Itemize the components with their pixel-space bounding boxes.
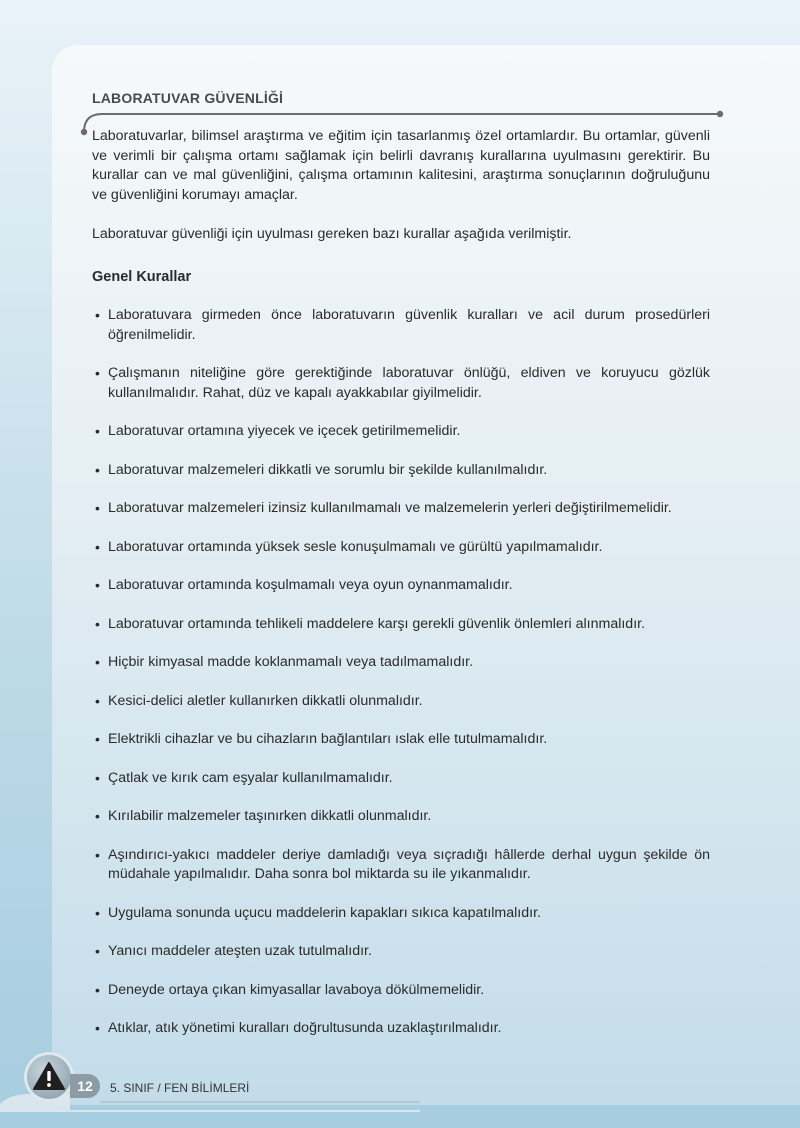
list-item-text: Aşındırıcı-yakıcı maddeler deriye damladığı veya sıçradığı hâllerde derhal uygun şekilde ön müdahale yapılmalıdır. Daha sonra bol miktarda su ile yıkanmalıdır. bbox=[108, 846, 710, 882]
list-item bbox=[92, 538, 710, 558]
list-item bbox=[92, 306, 710, 345]
bullet-icon: • bbox=[95, 1020, 100, 1036]
list-item bbox=[92, 653, 710, 673]
list-item-text: Kırılabilir malzemeler taşınırken dikkatli olunmalıdır. bbox=[108, 808, 432, 824]
bullet-icon: • bbox=[95, 365, 100, 381]
bullet-icon: • bbox=[95, 904, 100, 921]
bullet-icon: • bbox=[95, 654, 100, 670]
list-item-text: Laboratuvar ortamına yiyecek ve içecek getirilmemelidir. bbox=[108, 423, 461, 439]
bullet-icon: • bbox=[95, 943, 100, 959]
bullet-icon: • bbox=[95, 461, 100, 478]
list-item bbox=[92, 1019, 710, 1039]
list-item bbox=[92, 499, 710, 519]
bullet-icon: • bbox=[95, 846, 100, 863]
list-item bbox=[92, 422, 710, 442]
list-item-text: Laboratuvar malzemeleri izinsiz kullanılmamalı ve malzemelerin yerleri değiştirilmemelidir. bbox=[108, 500, 672, 516]
bullet-icon: • bbox=[95, 577, 100, 593]
list-item-text: Laboratuvar ortamında koşulmamalı veya oyun oynanmamalıdır. bbox=[108, 577, 513, 593]
list-item bbox=[92, 942, 710, 962]
list-item-text: Laboratuvar ortamında tehlikeli maddelere karşı gerekli güvenlik önlemleri alınmalıdır. bbox=[108, 615, 646, 632]
list-item-text: Elektrikli cihazlar ve bu cihazların bağlantıları ıslak elle tutulmamalıdır. bbox=[108, 731, 548, 747]
bullet-icon: • bbox=[95, 808, 100, 824]
list-item-text: Laboratuvar malzemeleri dikkatli ve sorumlu bir şekilde kullanılmalıdır. bbox=[108, 461, 548, 478]
bullet-icon: • bbox=[95, 307, 100, 323]
list-item-text: Hiçbir kimyasal madde koklanmamalı veya tadılmamalıdır. bbox=[108, 654, 474, 670]
list-item-text: Deneyde ortaya çıkan kimyasallar lavaboya dökülmemelidir. bbox=[108, 981, 485, 998]
list-item bbox=[92, 730, 710, 750]
list-item-text: Çatlak ve kırık cam eşyalar kullanılmamalıdır. bbox=[108, 769, 393, 786]
list-item bbox=[92, 615, 710, 635]
intro-paragraph-2: Laboratuvar güvenliği için uyulması gereken bazı kurallar aşağıda verilmiştir. bbox=[92, 226, 572, 242]
bullet-icon: • bbox=[95, 769, 100, 786]
bullet-icon: • bbox=[95, 538, 100, 555]
bullet-icon: • bbox=[95, 692, 100, 709]
list-item bbox=[92, 846, 710, 885]
page-number: 12 bbox=[70, 1074, 100, 1098]
list-item-text: Yanıcı maddeler ateşten uzak tutulmalıdır. bbox=[108, 943, 372, 959]
list-item bbox=[92, 576, 710, 596]
list-item bbox=[92, 807, 710, 827]
list-item-text: Çalışmanın niteliğine göre gerektiğinde laboratuvar önlüğü, eldiven ve koruyucu gözlük kullanılmalıdır. Rahat, düz ve kapalı ayakkabılar giyilmelidir. bbox=[108, 365, 710, 401]
bullet-icon: • bbox=[95, 615, 100, 632]
general-rules-heading: Genel Kurallar bbox=[92, 268, 192, 285]
general-rules-list bbox=[92, 306, 710, 1039]
footer-label: 5. SINIF / FEN BİLİMLERİ bbox=[110, 1081, 250, 1095]
bullet-icon: • bbox=[95, 981, 100, 998]
content-area bbox=[92, 127, 710, 1058]
list-item-text: Atıklar, atık yönetimi kuralları doğrultusunda uzaklaştırılmalıdır. bbox=[108, 1020, 502, 1036]
bullet-icon: • bbox=[95, 731, 100, 747]
list-item bbox=[92, 904, 710, 924]
list-item bbox=[92, 981, 710, 1001]
bullet-icon: • bbox=[95, 500, 100, 516]
section-title: LABORATUVAR GÜVENLİĞİ bbox=[92, 90, 284, 106]
list-item-text: Laboratuvar ortamında yüksek sesle konuşulmamalı ve gürültü yapılmamalıdır. bbox=[108, 538, 603, 555]
bullet-icon: • bbox=[95, 423, 100, 439]
list-item bbox=[92, 461, 710, 481]
list-item-text: Kesici-delici aletler kullanırken dikkatli olunmalıdır. bbox=[108, 692, 423, 709]
list-item bbox=[92, 692, 710, 712]
list-item bbox=[92, 364, 710, 403]
list-item-text: Laboratuvara girmeden önce laboratuvarın güvenlik kuralları ve acil durum prosedürleri öğrenilmelidir. bbox=[108, 307, 710, 343]
list-item bbox=[92, 769, 710, 789]
intro-paragraph: Laboratuvarlar, bilimsel araştırma ve eğitim için tasarlanmış özel ortamlardır. Bu ortamlar, güvenli ve verimli bir çalışma ortamı sağlamak için belirli davranış kurallarına uyulmasını gerektirir. Bu kurallar can ve mal güvenliğini, çalışma ortamının kalitesini, araştırma sonuçlarının doğruluğunu ve güvenliğini korumayı amaçlar. bbox=[92, 128, 710, 203]
list-item-text: Uygulama sonunda uçucu maddelerin kapakları sıkıca kapatılmalıdır. bbox=[108, 904, 541, 921]
warning-icon bbox=[27, 1055, 71, 1099]
